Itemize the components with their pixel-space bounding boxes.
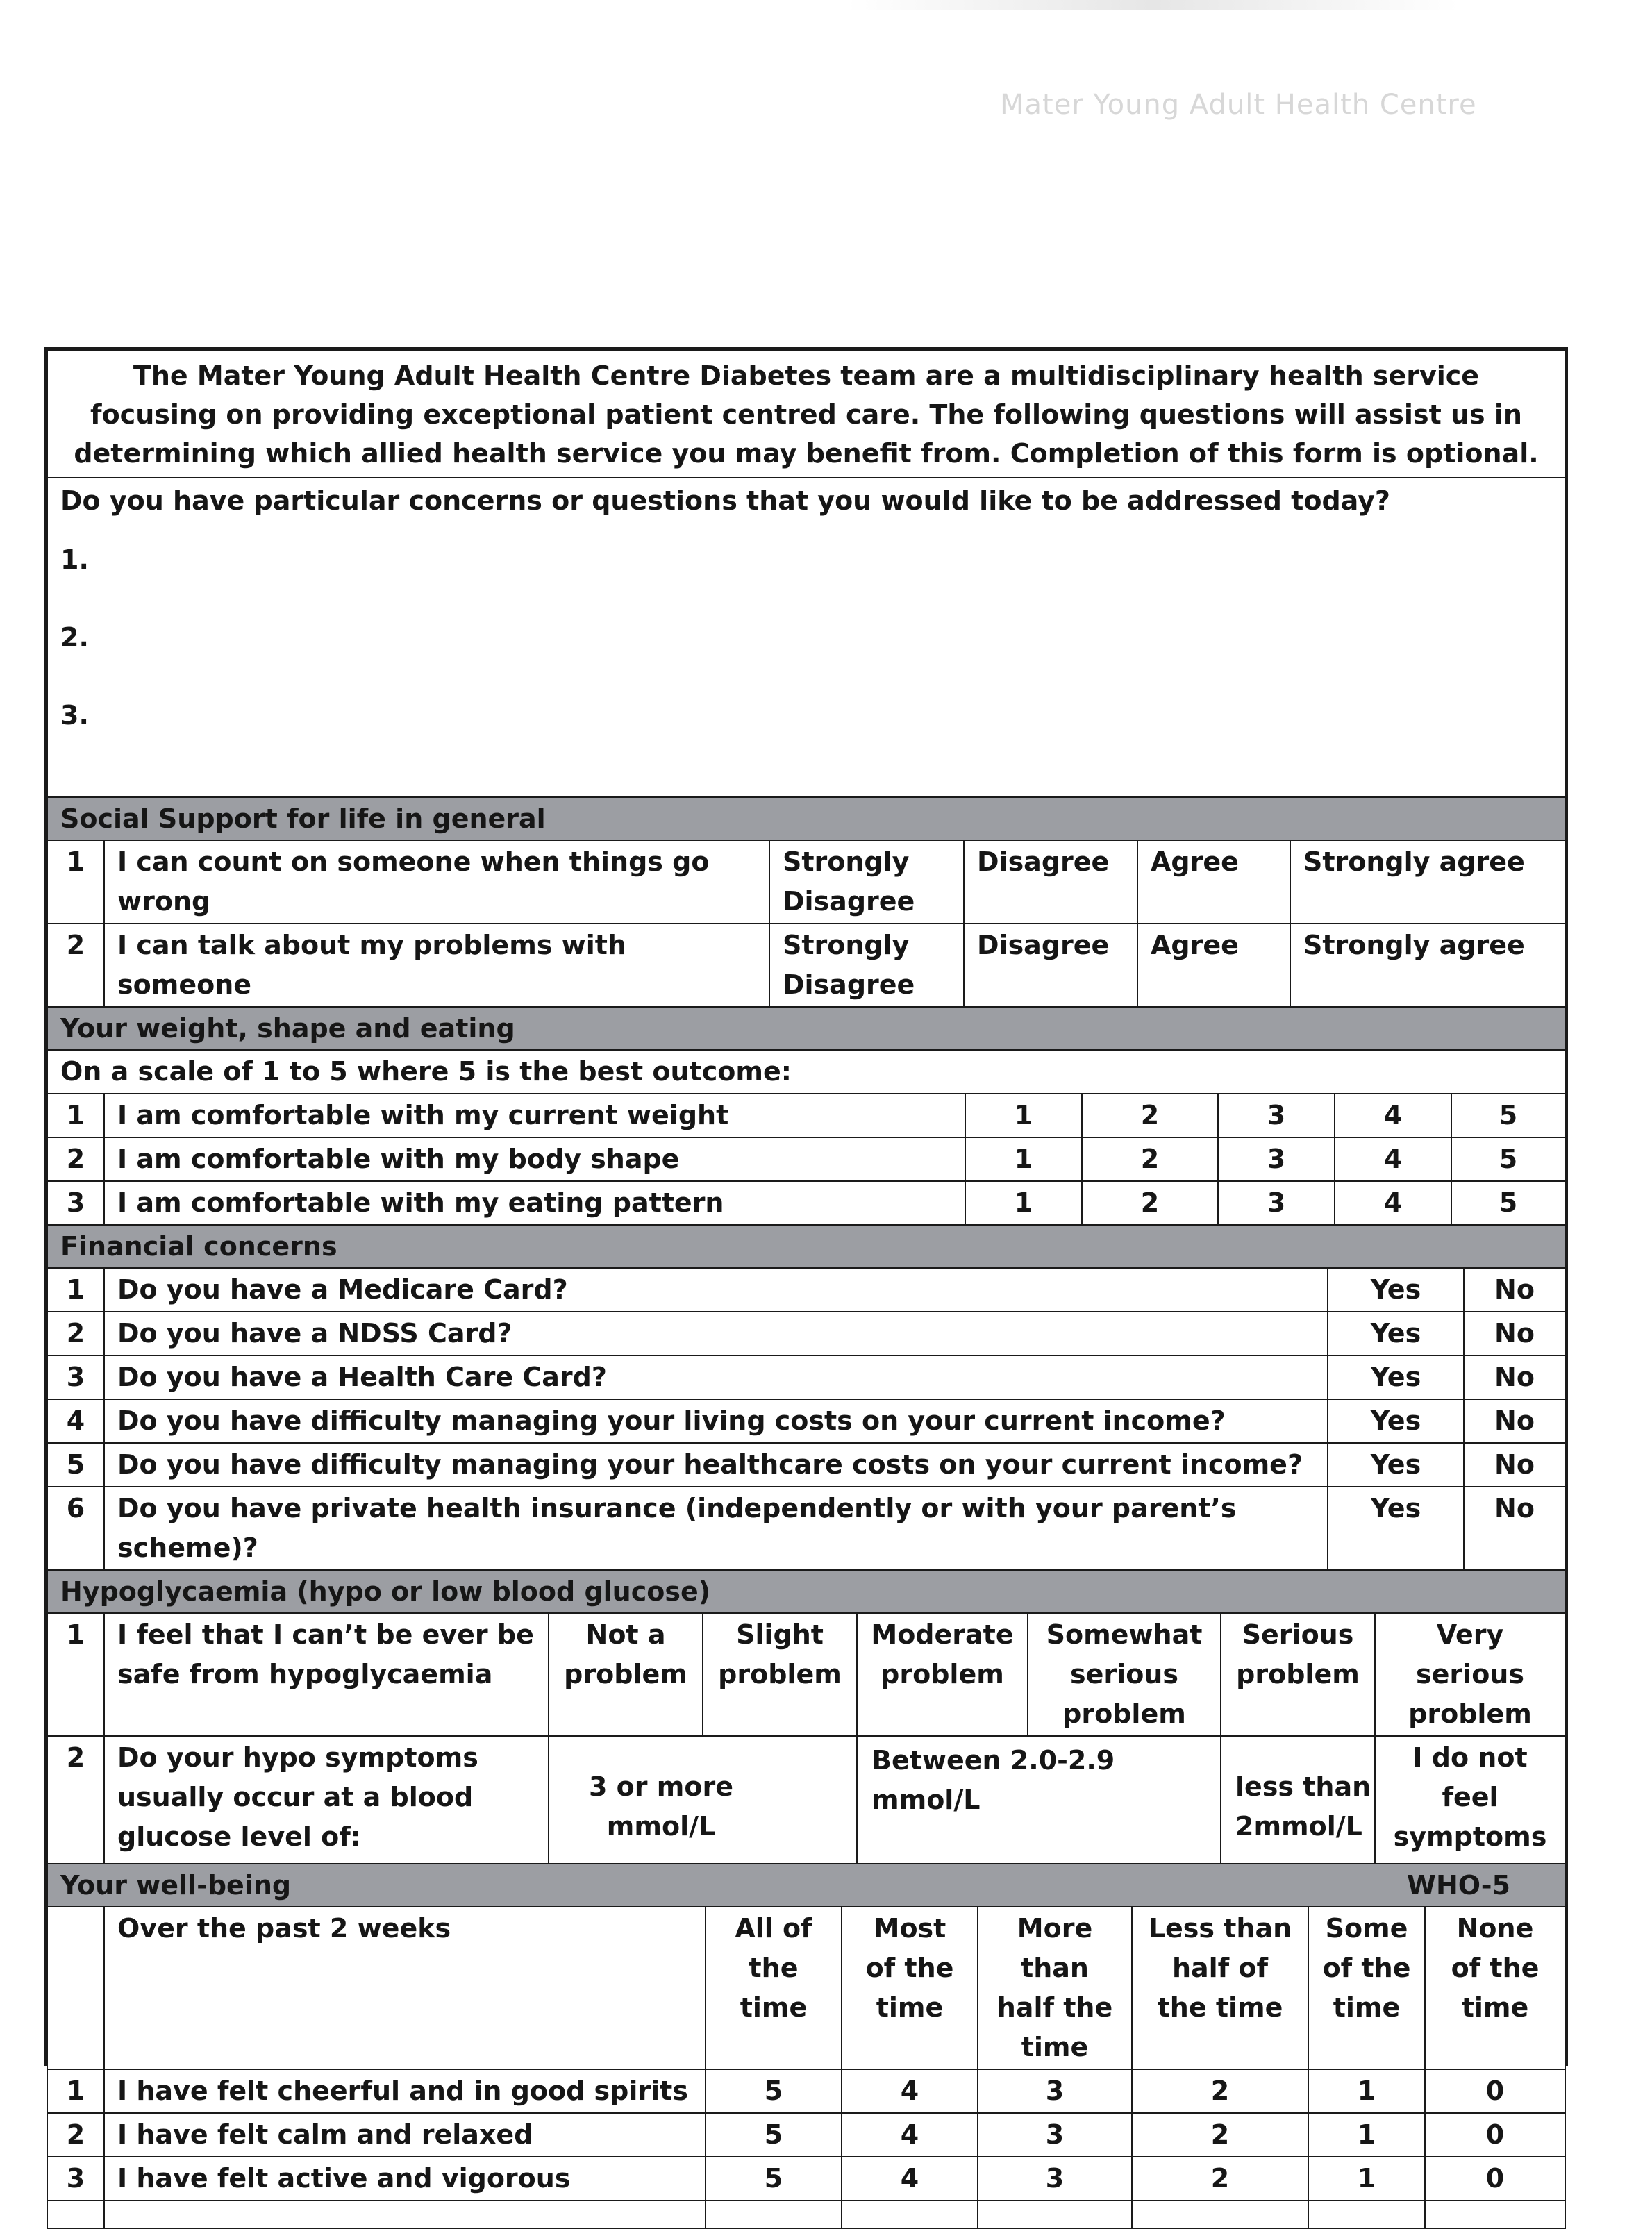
score-4[interactable]: 4 (842, 2157, 978, 2201)
score-1[interactable]: 1 (1308, 2113, 1425, 2157)
question-text: I can count on someone when things go wrong (104, 840, 769, 924)
option-yes[interactable]: Yes (1328, 1268, 1464, 1312)
col-none-of-the-time: None of the time (1425, 1907, 1565, 2069)
option-disagree[interactable]: Disagree (964, 840, 1137, 924)
col-some-of-the-time: Some of the time (1308, 1907, 1425, 2069)
row-number: 1 (47, 840, 104, 924)
question-text: Do you have difficulty managing your living costs on your current income? (104, 1399, 1328, 1443)
option-no[interactable]: No (1464, 1355, 1565, 1399)
row-number: 1 (47, 2069, 104, 2113)
question-text: Do you have a Medicare Card? (104, 1268, 1328, 1312)
cut-off-cell (104, 2201, 706, 2228)
option-between-2-and-2-9[interactable] (857, 1736, 1221, 1864)
row-number: 2 (47, 1736, 104, 1864)
scale-option-1[interactable]: 1 (965, 1137, 1082, 1181)
option-label: less than 2mmol/L (1235, 1771, 1371, 1842)
option-no[interactable]: No (1464, 1312, 1565, 1355)
option-yes[interactable]: Yes (1328, 1312, 1464, 1355)
financial-table (47, 1226, 1566, 1571)
section-header-hypo: Hypoglycaemia (hypo or low blood glucose) (47, 1571, 1565, 1613)
option-strongly-disagree[interactable]: Strongly Disagree (769, 924, 964, 1007)
intro-table (47, 349, 1566, 798)
option-strongly-agree[interactable]: Strongly agree (1290, 924, 1565, 1007)
option-yes[interactable]: Yes (1328, 1355, 1464, 1399)
option-slight-problem[interactable]: Slight problem (703, 1613, 857, 1736)
question-text: Do you have difficulty managing your healthcare costs on your current income? (104, 1443, 1328, 1487)
scale-option-3[interactable]: 3 (1218, 1137, 1335, 1181)
question-text: I have felt active and vigorous (104, 2157, 706, 2201)
row-number: 1 (47, 1613, 104, 1736)
scale-option-2[interactable]: 2 (1082, 1181, 1218, 1225)
row-number: 2 (47, 1137, 104, 1181)
scale-option-5[interactable]: 5 (1451, 1137, 1565, 1181)
cut-off-cell (1132, 2201, 1308, 2228)
weight-table (47, 1008, 1566, 1226)
score-0[interactable]: 0 (1425, 2113, 1565, 2157)
option-no[interactable]: No (1464, 1443, 1565, 1487)
score-4[interactable]: 4 (842, 2113, 978, 2157)
score-3[interactable]: 3 (978, 2069, 1132, 2113)
scale-option-4[interactable]: 4 (1335, 1137, 1451, 1181)
score-5[interactable]: 5 (706, 2113, 842, 2157)
row-number: 6 (47, 1487, 104, 1570)
concern-line-1[interactable]: 1. (60, 544, 89, 575)
option-label: 3 or more mmol/L (589, 1771, 733, 1842)
score-3[interactable]: 3 (978, 2157, 1132, 2201)
wellbeing-table (47, 1864, 1566, 2229)
score-2[interactable]: 2 (1132, 2157, 1308, 2201)
score-5[interactable]: 5 (706, 2157, 842, 2201)
option-serious-problem[interactable]: Serious problem (1221, 1613, 1375, 1736)
option-somewhat-serious-problem[interactable]: Somewhat serious problem (1028, 1613, 1221, 1736)
question-text: Do you have a Health Care Card? (104, 1355, 1328, 1399)
row-number: 3 (47, 1181, 104, 1225)
option-yes[interactable]: Yes (1328, 1443, 1464, 1487)
who-5-tag: WHO-5 (1407, 1870, 1510, 1901)
row-number: 1 (47, 1268, 104, 1312)
option-agree[interactable]: Agree (1137, 924, 1290, 1007)
score-5[interactable]: 5 (706, 2069, 842, 2113)
option-yes[interactable]: Yes (1328, 1399, 1464, 1443)
cut-off-cell (842, 2201, 978, 2228)
col-less-than-half: Less than half of the time (1132, 1907, 1308, 2069)
scale-option-2[interactable]: 2 (1082, 1137, 1218, 1181)
question-text: I am comfortable with my current weight (104, 1094, 965, 1137)
scale-option-3[interactable]: 3 (1218, 1181, 1335, 1225)
score-1[interactable]: 1 (1308, 2157, 1425, 2201)
option-no[interactable]: No (1464, 1268, 1565, 1312)
concerns-question: Do you have particular concerns or questions that you would like to be addressed today? (60, 485, 1390, 516)
col-most-of-the-time: Most of the time (842, 1907, 978, 2069)
score-0[interactable]: 0 (1425, 2069, 1565, 2113)
option-strongly-agree[interactable]: Strongly agree (1290, 840, 1565, 924)
row-number: 5 (47, 1443, 104, 1487)
question-text: I feel that I can’t be ever be safe from hypoglycaemia (104, 1613, 549, 1736)
score-1[interactable]: 1 (1308, 2069, 1425, 2113)
option-no-symptoms[interactable]: I do not feel symptoms (1375, 1736, 1565, 1864)
option-less-than-2[interactable] (1221, 1736, 1375, 1864)
scale-option-4[interactable]: 4 (1335, 1094, 1451, 1137)
concerns-cell (47, 478, 1565, 797)
option-not-a-problem[interactable]: Not a problem (549, 1613, 703, 1736)
question-text: Do your hypo symptoms usually occur at a blood glucose level of: (104, 1736, 549, 1864)
row-number: 2 (47, 2113, 104, 2157)
section-header-financial: Financial concerns (47, 1226, 1565, 1268)
score-0[interactable]: 0 (1425, 2157, 1565, 2201)
question-text: I have felt calm and relaxed (104, 2113, 706, 2157)
blank-cell (47, 1907, 104, 2069)
scale-option-1[interactable]: 1 (965, 1181, 1082, 1225)
cut-off-cell (1308, 2201, 1425, 2228)
option-3-or-more[interactable] (549, 1736, 857, 1864)
scale-option-5[interactable]: 5 (1451, 1094, 1565, 1137)
scale-option-5[interactable]: 5 (1451, 1181, 1565, 1225)
col-more-than-half: More than half the time (978, 1907, 1132, 2069)
scan-shadow (847, 0, 1458, 10)
diabetes-assessment-form (44, 347, 1568, 2194)
question-text: I am comfortable with my body shape (104, 1137, 965, 1181)
question-text: Do you have a NDSS Card? (104, 1312, 1328, 1355)
cut-off-cell (706, 2201, 842, 2228)
question-text: I have felt cheerful and in good spirits (104, 2069, 706, 2113)
cut-off-cell (1425, 2201, 1565, 2228)
row-number: 4 (47, 1399, 104, 1443)
section-title: Your well-being (60, 1870, 292, 1901)
question-text: I can talk about my problems with someone (104, 924, 769, 1007)
social-support-table (47, 798, 1566, 1008)
score-2[interactable]: 2 (1132, 2113, 1308, 2157)
question-text: Do you have private health insurance (independently or with your parent’s scheme)? (104, 1487, 1328, 1570)
row-number: 2 (47, 1312, 104, 1355)
option-disagree[interactable]: Disagree (964, 924, 1137, 1007)
col-all-of-the-time: All of the time (706, 1907, 842, 2069)
option-agree[interactable]: Agree (1137, 840, 1290, 924)
intro-text: The Mater Young Adult Health Centre Diabetes team are a multidisciplinary health service focusing on providing exceptional patient centred care. The following questions will assist us in determining which allied health service you may benefit from. Completion of this form is optional. (47, 350, 1565, 478)
option-moderate-problem[interactable]: Moderate problem (857, 1613, 1028, 1736)
score-2[interactable]: 2 (1132, 2069, 1308, 2113)
option-no[interactable]: No (1464, 1399, 1565, 1443)
score-4[interactable]: 4 (842, 2069, 978, 2113)
score-3[interactable]: 3 (978, 2113, 1132, 2157)
concern-line-3[interactable]: 3. (60, 700, 89, 731)
row-number: 3 (47, 1355, 104, 1399)
question-text: I am comfortable with my eating pattern (104, 1181, 965, 1225)
option-strongly-disagree[interactable]: Strongly Disagree (769, 840, 964, 924)
option-no[interactable]: No (1464, 1487, 1565, 1570)
bleed-through-text: Mater Young Adult Health Centre (1000, 89, 1477, 121)
option-label: Between 2.0-2.9 mmol/L (871, 1745, 1115, 1815)
scale-option-1[interactable]: 1 (965, 1094, 1082, 1137)
row-number: 3 (47, 2157, 104, 2201)
section-header-weight: Your weight, shape and eating (47, 1008, 1565, 1050)
weight-subheader: On a scale of 1 to 5 where 5 is the best outcome: (47, 1050, 1565, 1094)
wellbeing-heading: Over the past 2 weeks (104, 1907, 706, 2069)
cut-off-cell (47, 2201, 104, 2228)
option-very-serious-problem[interactable]: Very serious problem (1375, 1613, 1565, 1736)
cut-off-cell (978, 2201, 1132, 2228)
option-yes[interactable]: Yes (1328, 1487, 1464, 1570)
row-number: 1 (47, 1094, 104, 1137)
section-header-wellbeing (47, 1864, 1565, 1907)
section-header-social: Social Support for life in general (47, 798, 1565, 840)
scale-option-3[interactable]: 3 (1218, 1094, 1335, 1137)
concern-line-2[interactable]: 2. (60, 622, 89, 653)
hypo-table (47, 1571, 1566, 1864)
scale-option-2[interactable]: 2 (1082, 1094, 1218, 1137)
row-number: 2 (47, 924, 104, 1007)
scale-option-4[interactable]: 4 (1335, 1181, 1451, 1225)
